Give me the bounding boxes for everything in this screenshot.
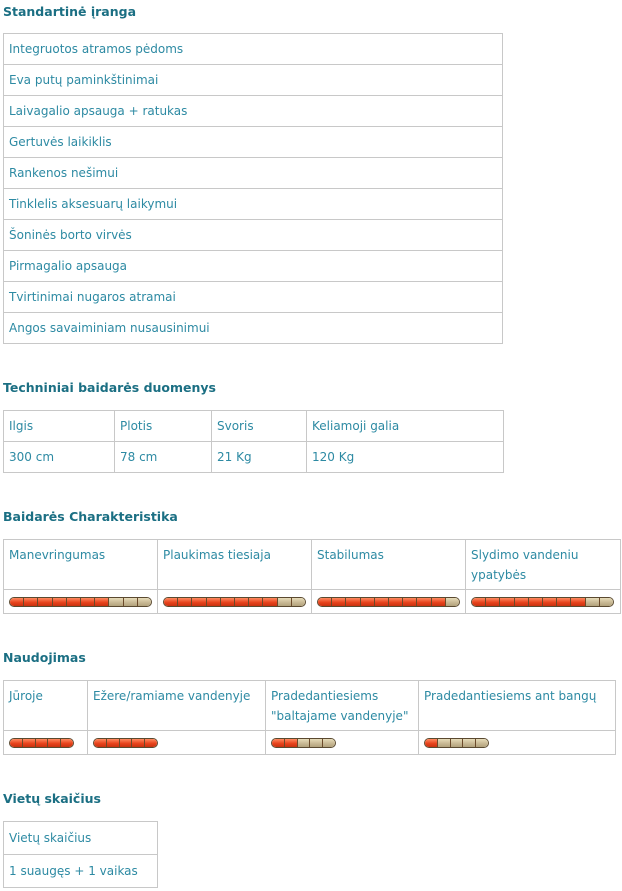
list-item: Pirmagalio apsauga [4,251,503,282]
rating-segment-filled [23,739,36,747]
rating-segment-empty [278,598,292,606]
rating-segment-empty [476,739,488,747]
rating-segment-filled [417,598,431,606]
standard-equipment-table [3,33,503,344]
usage-label: Jūroje [4,681,88,731]
usage-rating-cell [4,731,88,755]
rating-bar [271,738,336,748]
tech-data-title: Techniniai baidarės duomenys [3,380,217,395]
characteristic-rating-cell [4,590,158,614]
rating-segment-filled [403,598,417,606]
rating-segment-filled [192,598,206,606]
seats-title: Vietų skaičius [3,791,101,806]
rating-segment-filled [48,739,61,747]
list-item: Šoninės borto virvės [4,220,503,251]
rating-segment-filled [375,598,389,606]
rating-segment-filled [249,598,263,606]
rating-segment-filled [272,739,285,747]
rating-segment-empty [109,598,123,606]
usage-table [3,680,616,755]
rating-segment-empty [310,739,323,747]
characteristic-label: Manevringumas [4,540,158,590]
rating-segment-filled [529,598,543,606]
tech-value-weight: 21 Kg [212,442,307,473]
rating-segment-filled [107,739,120,747]
tech-header-weight: Svoris [212,411,307,442]
usage-rating-cell [419,731,616,755]
rating-segment-filled [94,739,107,747]
list-item: Angos savaiminiam nusausinimui [4,313,503,344]
rating-segment-filled [36,739,49,747]
usage-label: Ežere/ramiame vandenyje [88,681,266,731]
list-item: Eva putų paminkštinimai [4,65,503,96]
rating-segment-filled [515,598,529,606]
characteristic-rating-cell [312,590,466,614]
list-item: Rankenos nešimui [4,158,503,189]
rating-segment-filled [361,598,375,606]
rating-segment-filled [571,598,585,606]
rating-segment-empty [600,598,613,606]
characteristic-rating-cell [158,590,312,614]
rating-bar [424,738,489,748]
usage-rating-cell [88,731,266,755]
seats-header: Vietų skaičius [4,822,158,855]
rating-segment-filled [53,598,67,606]
rating-segment-filled [432,598,446,606]
rating-bar [93,738,158,748]
rating-segment-filled [318,598,332,606]
rating-segment-filled [425,739,438,747]
usage-label: Pradedantiesiems "baltajame vandenyje" [266,681,419,731]
rating-segment-filled [120,739,133,747]
tech-header-capacity: Keliamoji galia [307,411,504,442]
rating-segment-empty [138,598,151,606]
list-item: Tvirtinimai nugaros atramai [4,282,503,313]
rating-segment-filled [164,598,178,606]
rating-segment-filled [24,598,38,606]
rating-segment-empty [323,739,335,747]
rating-segment-filled [95,598,109,606]
rating-segment-empty [438,739,451,747]
rating-bar [9,597,152,607]
rating-segment-filled [38,598,52,606]
rating-segment-filled [145,739,157,747]
characteristic-rating-cell [466,590,621,614]
tech-value-length: 300 cm [4,442,115,473]
rating-segment-filled [543,598,557,606]
rating-segment-filled [221,598,235,606]
rating-segment-filled [10,598,24,606]
tech-header-length: Ilgis [4,411,115,442]
tech-value-width: 78 cm [115,442,212,473]
rating-segment-empty [298,739,311,747]
rating-segment-filled [132,739,145,747]
rating-segment-filled [472,598,486,606]
rating-segment-filled [346,598,360,606]
rating-bar [163,597,306,607]
rating-segment-filled [207,598,221,606]
list-item: Integruotos atramos pėdoms [4,34,503,65]
rating-bar [471,597,614,607]
tech-data-table [3,410,504,473]
rating-segment-filled [332,598,346,606]
rating-segment-filled [285,739,298,747]
characteristic-label: Stabilumas [312,540,466,590]
rating-segment-filled [235,598,249,606]
rating-segment-filled [500,598,514,606]
standard-equipment-title: Standartinė įranga [3,4,137,19]
rating-bar [317,597,460,607]
rating-segment-filled [178,598,192,606]
rating-segment-empty [292,598,305,606]
seats-table [3,821,158,888]
rating-segment-filled [486,598,500,606]
seats-value: 1 suaugęs + 1 vaikas [4,855,158,888]
tech-header-width: Plotis [115,411,212,442]
usage-rating-cell [266,731,419,755]
rating-segment-empty [446,598,459,606]
rating-segment-filled [81,598,95,606]
tech-value-capacity: 120 Kg [307,442,504,473]
rating-segment-empty [586,598,600,606]
rating-segment-empty [451,739,464,747]
characteristics-title: Baidarės Charakteristika [3,509,178,524]
characteristic-label: Slydimo vandeniu ypatybės [466,540,621,590]
rating-segment-filled [263,598,277,606]
rating-bar [9,738,74,748]
usage-label: Pradedantiesiems ant bangų [419,681,616,731]
rating-segment-empty [124,598,138,606]
list-item: Tinklelis aksesuarų laikymui [4,189,503,220]
characteristic-label: Plaukimas tiesiaja [158,540,312,590]
rating-segment-empty [463,739,476,747]
characteristics-table [3,539,621,614]
rating-segment-filled [10,739,23,747]
list-item: Gertuvės laikiklis [4,127,503,158]
rating-segment-filled [389,598,403,606]
rating-segment-filled [557,598,571,606]
usage-title: Naudojimas [3,650,86,665]
rating-segment-filled [61,739,73,747]
list-item: Laivagalio apsauga + ratukas [4,96,503,127]
rating-segment-filled [67,598,81,606]
